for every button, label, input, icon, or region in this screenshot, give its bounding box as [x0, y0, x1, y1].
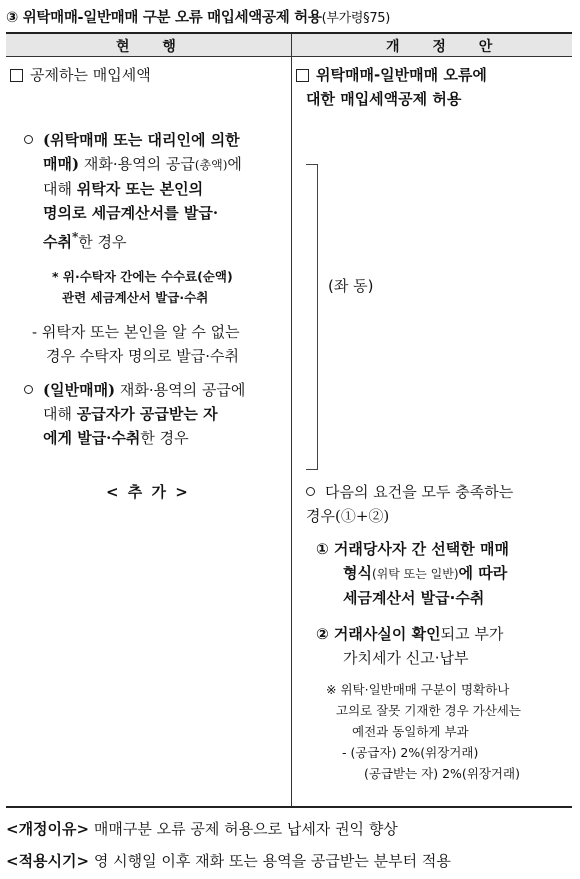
section-title: [6, 6, 390, 27]
title-main: ③ 위탁매매-일반매매 구분 오류 매입세액공제 허용: [6, 10, 322, 26]
revision-reason: <개정이유> 매매구분 오류 공제 허용으로 납세자 권익 향상: [6, 820, 398, 838]
checkbox-icon: [296, 69, 309, 82]
column-divider: [291, 34, 292, 806]
effective-date: <적용시기> 영 시행일 이후 재화 또는 용역을 공급받는 분부터 적용: [6, 852, 451, 870]
header-proposed: 개 정 안: [386, 39, 507, 55]
current-bullet-consignment: (위탁매매 또는 대리인에 의한 매매) 재화·용역의 공급(총액)에 대해 위탁자 또는 본인의 명의로 세금계산서를 발급· 수취*한 경우: [24, 128, 289, 254]
table-header: [6, 34, 572, 57]
current-bullet-general: (일반매매) 재화·용역의 공급에 대해 공급자가 공급받는 자 에게 발급·수취한 경우: [24, 378, 289, 450]
circle-bullet-icon: [24, 135, 33, 144]
checkbox-icon: [10, 69, 23, 82]
proposed-penalty-note: ※ 위탁·일반매매 구분이 명확하나 고의로 잘못 기재한 경우 가산세는 예전과 동일하게 부과 - (공급자) 2%(위장거래) (공급받는 자) 2%(위장거래): [326, 682, 521, 781]
circle-bullet-icon: [24, 385, 33, 394]
proposed-item-title: 위탁매매-일반매매 오류에 대한 매입세액공제 허용: [296, 63, 487, 111]
header-current: 현 행: [116, 39, 190, 55]
proposed-same: (좌 동): [328, 277, 374, 295]
proposed-bullet-requirements: 다음의 요건을 모두 충족하는 경우(①+②): [306, 483, 514, 525]
circle-bullet-icon: [306, 487, 315, 496]
title-reference: (부가령§75): [321, 11, 391, 26]
current-dash-unknown-principal: - 위탁자 또는 본인을 알 수 없는 경우 수탁자 명의로 발급·수취: [32, 323, 240, 365]
current-add-placeholder: < 추 가 >: [106, 483, 190, 501]
current-item-title: 공제하는 매입세액: [10, 63, 151, 87]
comparison-table: [6, 32, 572, 808]
same-as-left-bracket: [306, 164, 318, 470]
proposed-requirement-1: ① 거래당사자 간 선택한 매매 형식(위탁 또는 일반)에 따라 세금계산서 발급·수취: [316, 540, 509, 607]
proposed-requirement-2: ② 거래사실이 확인되고 부가 가치세가 신고·납부: [316, 625, 504, 667]
current-note-commission: * 위·수탁자 간에는 수수료(순액) 관련 세금계산서 발급·수취: [52, 269, 233, 305]
